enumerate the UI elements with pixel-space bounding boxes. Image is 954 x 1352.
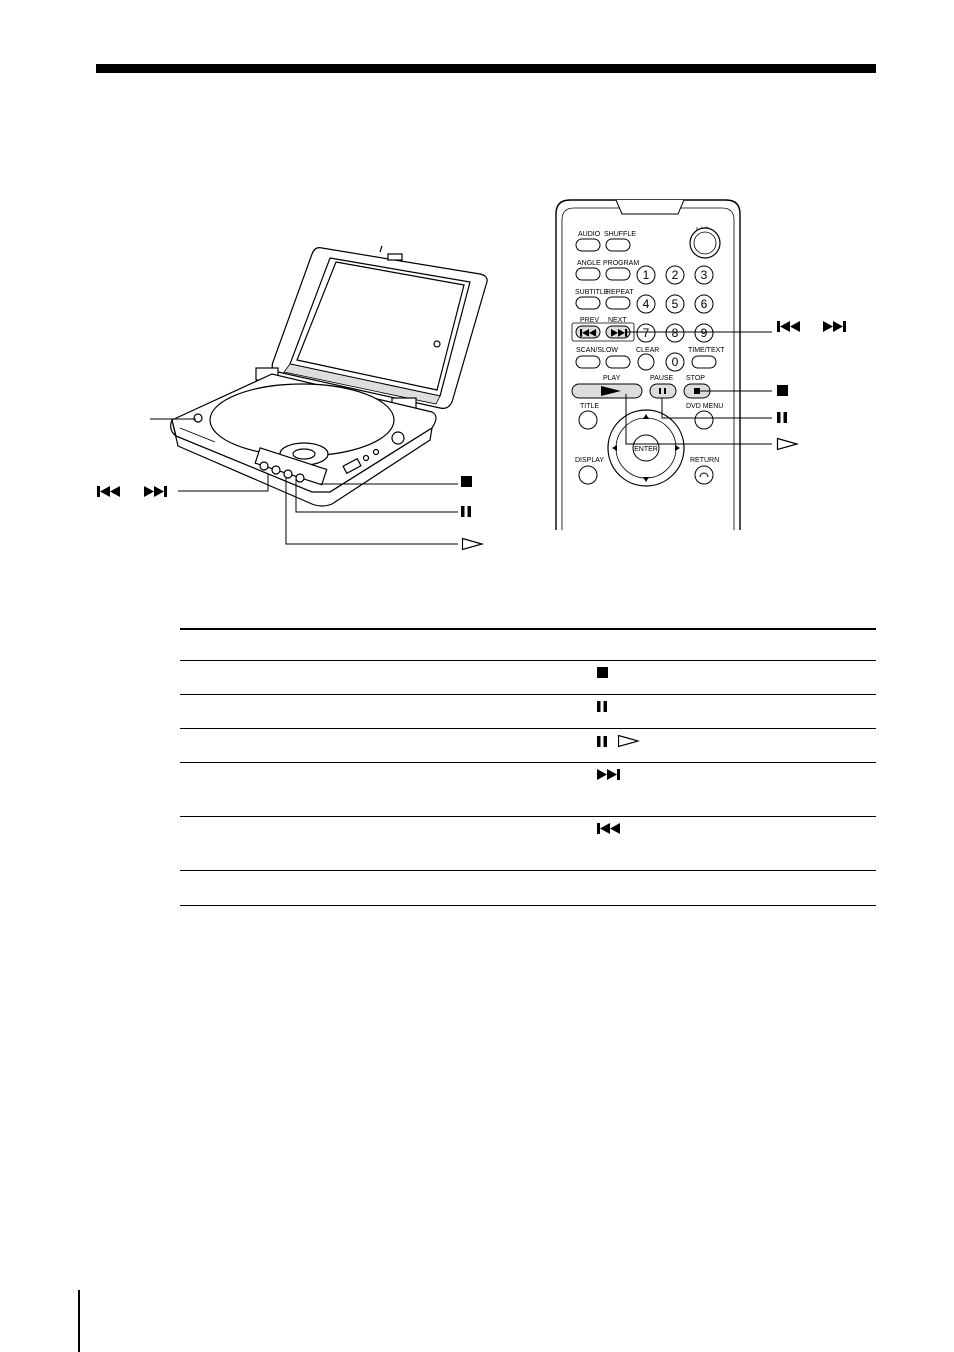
remote-scan-forward-button[interactable] [606,356,630,368]
player-play-icon [463,539,483,550]
pause-icon [597,736,608,748]
remote-pause-icon [777,412,787,423]
table-row [180,695,876,729]
portable-player-illustration [171,246,487,506]
remote-time-text-button[interactable] [692,356,716,368]
remote-next-icon [823,321,846,332]
remote-num-4-label: 4 [642,297,650,311]
prev-track-icon [597,823,621,835]
remote-time-text-label: TIME/TEXT [688,347,725,354]
remote-num-2-label: 2 [671,268,679,282]
remote-num-7-label: 7 [642,326,650,340]
remote-prev-icon [777,321,800,332]
remote-dvd-menu-label: DVD MENU [686,403,724,410]
remote-repeat-button[interactable] [606,297,630,309]
page-edge-rule [78,1290,80,1352]
remote-enter-label: ENTER [634,446,658,453]
remote-dvd-menu-button[interactable] [695,411,713,429]
table-row-symbols [597,823,621,835]
table-row-symbols [597,769,621,781]
remote-clear-label: CLEAR [636,347,660,354]
remote-audio-button[interactable] [576,239,600,251]
remote-audio-label: AUDIO [578,231,601,238]
table-row [180,729,876,763]
remote-angle-button[interactable] [576,268,600,280]
next-track-icon [597,769,621,781]
remote-title-label: TITLE [580,403,600,410]
player-next-icon [144,486,167,497]
operations-table [180,628,876,906]
remote-num-1-label: 1 [642,268,650,282]
table-row-symbols [597,735,640,748]
remote-repeat-label: REPEAT [606,289,634,296]
remote-next-label: NEXT [608,317,627,324]
remote-clear-button[interactable] [638,354,654,370]
remote-angle-label: ANGLE [577,260,601,267]
remote-subtitle-button[interactable] [576,297,600,309]
remote-prev-label: PREV [580,317,600,324]
remote-control [556,200,740,530]
remote-num-3-label: 3 [700,268,708,282]
remote-shuffle-button[interactable] [606,239,630,251]
table-header-row [180,628,876,661]
remote-title-button[interactable] [579,411,597,429]
remote-num-8-label: 8 [671,326,679,340]
remote-return-button[interactable] [695,466,713,484]
remote-subtitle-label: SUBTITLE [575,289,609,296]
table-row-symbols [597,701,608,713]
table-row [180,661,876,695]
remote-num-6-label: 6 [700,297,708,311]
play-icon [618,735,640,748]
table-row-symbols [597,667,609,679]
remote-stop-label: STOP [686,375,705,382]
remote-pause-button[interactable] [650,384,676,398]
figure-players [0,0,954,600]
stop-icon [597,667,609,679]
remote-num-9-label: 9 [700,326,708,340]
remote-return-label: RETURN [690,457,720,464]
remote-play-label: PLAY [603,375,621,382]
player-stop-icon [461,476,472,487]
remote-display-button[interactable] [579,466,597,484]
remote-shuffle-label: SHUFFLE [604,231,636,238]
table-row [180,871,876,906]
remote-display-label: DISPLAY [575,457,605,464]
remote-scan-back-button[interactable] [576,356,600,368]
remote-pause-label: PAUSE [650,375,674,382]
remote-num-5-label: 5 [671,297,679,311]
remote-stop-icon [777,385,788,396]
remote-num-0-label: 0 [671,355,679,369]
remote-scan-slow-label: SCAN/SLOW [576,347,619,354]
remote-program-label: PROGRAM [603,260,640,267]
player-pause-icon [461,506,471,517]
remote-play-icon [778,439,798,450]
table-row [180,817,876,871]
remote-program-button[interactable] [606,268,630,280]
table-row [180,763,876,817]
player-prev-icon [97,486,120,497]
pause-icon [597,701,608,713]
